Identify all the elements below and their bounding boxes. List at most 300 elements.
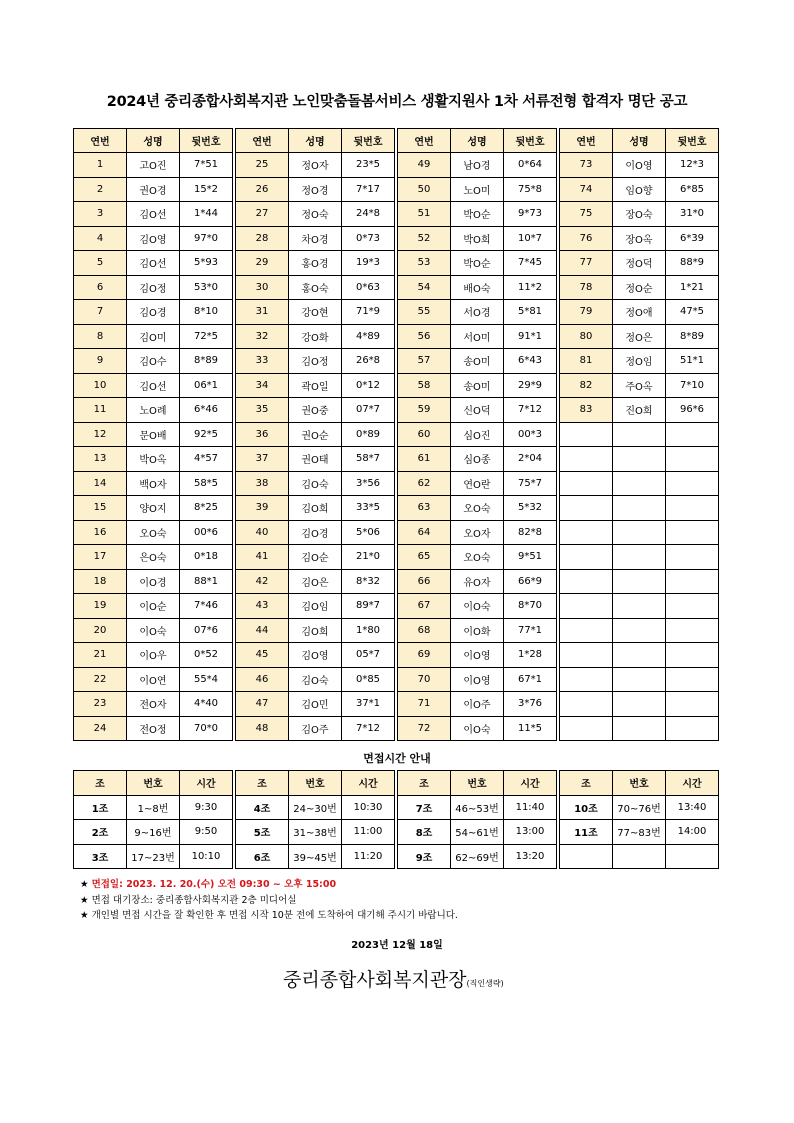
serial-number: 61 — [398, 447, 451, 472]
phone-suffix: 47*5 — [666, 300, 719, 325]
phone-suffix: 0*85 — [342, 667, 395, 692]
notes — [80, 877, 458, 924]
applicant-name — [613, 447, 666, 472]
applicant-name: 전O자 — [127, 692, 180, 717]
applicant-row — [74, 398, 233, 423]
phone-suffix: 05*7 — [342, 643, 395, 668]
applicant-name: 이O숙 — [451, 594, 504, 619]
serial-number: 34 — [236, 373, 289, 398]
applicant-row — [398, 300, 557, 325]
phone-suffix: 91*1 — [504, 324, 557, 349]
applicant-row — [560, 349, 719, 374]
phone-suffix: 7*12 — [504, 398, 557, 423]
applicant-row — [74, 373, 233, 398]
serial-number: 15 — [74, 496, 127, 521]
phone-suffix: 0*73 — [342, 226, 395, 251]
phone-suffix: 4*57 — [180, 447, 233, 472]
applicant-name: 오O숙 — [451, 496, 504, 521]
applicant-name: 김O영 — [289, 643, 342, 668]
interview-time: 9:30 — [180, 795, 233, 820]
group-label: 4조 — [236, 795, 289, 820]
phone-suffix: 8*70 — [504, 594, 557, 619]
phone-suffix — [666, 471, 719, 496]
phone-suffix: 4*89 — [342, 324, 395, 349]
phone-suffix: 0*89 — [342, 422, 395, 447]
phone-suffix: 5*93 — [180, 251, 233, 276]
serial-number: 70 — [398, 667, 451, 692]
serial-number: 77 — [560, 251, 613, 276]
applicant-name — [613, 569, 666, 594]
phone-suffix: 0*63 — [342, 275, 395, 300]
applicant-row — [560, 716, 719, 741]
serial-number: 72 — [398, 716, 451, 741]
phone-suffix: 7*10 — [666, 373, 719, 398]
applicant-name: 정O은 — [613, 324, 666, 349]
phone-suffix: 7*12 — [342, 716, 395, 741]
header-row — [74, 129, 233, 153]
serial-number: 7 — [74, 300, 127, 325]
serial-number — [560, 520, 613, 545]
applicant-row — [560, 226, 719, 251]
applicant-name — [613, 716, 666, 741]
phone-suffix: 8*10 — [180, 300, 233, 325]
applicant-row — [560, 373, 719, 398]
applicant-row — [236, 275, 395, 300]
applicant-row — [560, 324, 719, 349]
applicant-row — [74, 422, 233, 447]
serial-number: 16 — [74, 520, 127, 545]
serial-number: 8 — [74, 324, 127, 349]
phone-suffix: 7*45 — [504, 251, 557, 276]
applicant-name: 박O옥 — [127, 447, 180, 472]
applicant-row — [398, 226, 557, 251]
applicant-row — [74, 226, 233, 251]
applicant-row — [398, 569, 557, 594]
applicant-row — [398, 422, 557, 447]
note-instruction — [80, 908, 458, 924]
serial-number: 49 — [398, 153, 451, 178]
applicant-row — [560, 618, 719, 643]
serial-number — [560, 471, 613, 496]
phone-suffix: 8*32 — [342, 569, 395, 594]
applicant-name: 양O지 — [127, 496, 180, 521]
applicant-name: 이O숙 — [451, 716, 504, 741]
applicant-name: 김O순 — [289, 545, 342, 570]
applicant-name: 고O진 — [127, 153, 180, 178]
column-header: 시간 — [504, 771, 557, 796]
waiting-place-text: 면접 대기장소: 중리종합사회복지관 2층 미디어실 — [91, 894, 297, 906]
applicant-name: 권O태 — [289, 447, 342, 472]
header-row — [74, 771, 233, 796]
applicant-row — [74, 594, 233, 619]
applicant-row — [560, 202, 719, 227]
applicant-row — [236, 398, 395, 423]
serial-number: 68 — [398, 618, 451, 643]
number-range: 39~45번 — [289, 844, 342, 869]
applicant-row — [560, 398, 719, 423]
serial-number: 10 — [74, 373, 127, 398]
applicant-table-4 — [559, 128, 719, 741]
interview-time: 11:00 — [342, 820, 395, 845]
serial-number: 33 — [236, 349, 289, 374]
applicant-row — [560, 692, 719, 717]
column-header: 연번 — [560, 129, 613, 153]
applicant-name: 진O희 — [613, 398, 666, 423]
serial-number: 73 — [560, 153, 613, 178]
group-label: 5조 — [236, 820, 289, 845]
serial-number — [560, 545, 613, 570]
serial-number: 46 — [236, 667, 289, 692]
phone-suffix: 92*5 — [180, 422, 233, 447]
serial-number: 32 — [236, 324, 289, 349]
phone-suffix: 51*1 — [666, 349, 719, 374]
note-interview-date — [80, 877, 458, 893]
applicant-row — [74, 349, 233, 374]
applicant-row — [74, 251, 233, 276]
schedule-row — [74, 795, 233, 820]
interview-date-text: 면접일: 2023. 12. 20.(수) 오전 09:30 ~ 오후 15:00 — [91, 879, 337, 890]
serial-number: 20 — [74, 618, 127, 643]
schedule-row — [560, 820, 719, 845]
serial-number: 11 — [74, 398, 127, 423]
applicant-name: 장O옥 — [613, 226, 666, 251]
applicant-name: 김O선 — [127, 202, 180, 227]
header-row — [236, 771, 395, 796]
serial-number — [560, 643, 613, 668]
applicant-row — [398, 545, 557, 570]
serial-number: 19 — [74, 594, 127, 619]
interview-time: 10:30 — [342, 795, 395, 820]
phone-suffix: 10*7 — [504, 226, 557, 251]
serial-number: 54 — [398, 275, 451, 300]
applicant-name: 박O희 — [451, 226, 504, 251]
applicant-name: 김O미 — [127, 324, 180, 349]
phone-suffix: 1*28 — [504, 643, 557, 668]
column-header: 시간 — [666, 771, 719, 796]
applicant-row — [560, 643, 719, 668]
phone-suffix: 9*51 — [504, 545, 557, 570]
applicant-row — [560, 667, 719, 692]
serial-number: 3 — [74, 202, 127, 227]
applicant-name: 정O숙 — [289, 202, 342, 227]
phone-suffix: 7*17 — [342, 177, 395, 202]
applicant-name: 신O덕 — [451, 398, 504, 423]
schedule-table-2 — [235, 770, 395, 869]
serial-number: 30 — [236, 275, 289, 300]
column-header: 번호 — [127, 771, 180, 796]
phone-suffix: 72*5 — [180, 324, 233, 349]
serial-number: 81 — [560, 349, 613, 374]
applicant-name: 김O희 — [289, 496, 342, 521]
serial-number: 17 — [74, 545, 127, 570]
applicant-row — [560, 447, 719, 472]
phone-suffix: 37*1 — [342, 692, 395, 717]
number-range: 24~30번 — [289, 795, 342, 820]
applicant-row — [74, 520, 233, 545]
serial-number: 41 — [236, 545, 289, 570]
applicant-name: 김O경 — [127, 300, 180, 325]
phone-suffix: 2*04 — [504, 447, 557, 472]
applicant-row — [560, 251, 719, 276]
applicant-name: 홍O경 — [289, 251, 342, 276]
applicant-name: 김O정 — [289, 349, 342, 374]
header-row — [560, 129, 719, 153]
applicant-row — [398, 373, 557, 398]
serial-number: 21 — [74, 643, 127, 668]
column-header: 연번 — [398, 129, 451, 153]
applicant-name: 이O우 — [127, 643, 180, 668]
applicant-name: 노O미 — [451, 177, 504, 202]
applicant-row — [398, 349, 557, 374]
applicant-name: 이O숙 — [127, 618, 180, 643]
column-header: 성명 — [289, 129, 342, 153]
serial-number: 62 — [398, 471, 451, 496]
serial-number: 47 — [236, 692, 289, 717]
applicant-name: 심O진 — [451, 422, 504, 447]
phone-suffix: 9*73 — [504, 202, 557, 227]
serial-number: 29 — [236, 251, 289, 276]
serial-number — [560, 422, 613, 447]
applicant-name — [613, 594, 666, 619]
phone-suffix: 5*06 — [342, 520, 395, 545]
applicant-name: 정O임 — [613, 349, 666, 374]
column-header: 조 — [74, 771, 127, 796]
applicant-name: 오O숙 — [127, 520, 180, 545]
applicant-name: 이O연 — [127, 667, 180, 692]
applicant-table-2 — [235, 128, 395, 741]
applicant-name: 권O경 — [127, 177, 180, 202]
serial-number: 38 — [236, 471, 289, 496]
seal-note: (직인생략) — [466, 979, 504, 988]
phone-suffix: 53*0 — [180, 275, 233, 300]
phone-suffix: 1*80 — [342, 618, 395, 643]
serial-number: 66 — [398, 569, 451, 594]
number-range: 17~23번 — [127, 844, 180, 869]
applicant-row — [236, 471, 395, 496]
number-range: 46~53번 — [451, 795, 504, 820]
applicant-name: 서O경 — [451, 300, 504, 325]
serial-number: 45 — [236, 643, 289, 668]
serial-number: 18 — [74, 569, 127, 594]
applicant-name: 곽O일 — [289, 373, 342, 398]
phone-suffix — [666, 422, 719, 447]
schedule-row — [236, 795, 395, 820]
applicant-name: 이O영 — [451, 667, 504, 692]
star-icon: ★ — [80, 894, 89, 906]
applicant-row — [560, 520, 719, 545]
star-icon: ★ — [80, 879, 89, 890]
applicant-row — [398, 153, 557, 178]
applicant-name: 심O종 — [451, 447, 504, 472]
serial-number: 60 — [398, 422, 451, 447]
number-range — [613, 844, 666, 869]
serial-number: 76 — [560, 226, 613, 251]
phone-suffix: 0*12 — [342, 373, 395, 398]
phone-suffix: 6*43 — [504, 349, 557, 374]
schedule-row — [74, 820, 233, 845]
serial-number: 23 — [74, 692, 127, 717]
serial-number: 36 — [236, 422, 289, 447]
phone-suffix: 89*7 — [342, 594, 395, 619]
applicant-name: 김O주 — [289, 716, 342, 741]
applicant-name: 김O은 — [289, 569, 342, 594]
schedule-table-1 — [73, 770, 233, 869]
star-icon: ★ — [80, 910, 89, 921]
applicant-name: 유O자 — [451, 569, 504, 594]
phone-suffix — [666, 569, 719, 594]
applicant-row — [74, 667, 233, 692]
applicant-row — [560, 422, 719, 447]
applicant-name: 권O순 — [289, 422, 342, 447]
serial-number: 78 — [560, 275, 613, 300]
phone-suffix: 88*9 — [666, 251, 719, 276]
phone-suffix: 96*6 — [666, 398, 719, 423]
serial-number — [560, 569, 613, 594]
applicant-row — [236, 447, 395, 472]
applicant-row — [236, 251, 395, 276]
group-label: 10조 — [560, 795, 613, 820]
group-label: 2조 — [74, 820, 127, 845]
header-row — [398, 771, 557, 796]
column-header: 뒷번호 — [342, 129, 395, 153]
column-header: 시간 — [180, 771, 233, 796]
serial-number: 82 — [560, 373, 613, 398]
interview-time: 9:50 — [180, 820, 233, 845]
serial-number — [560, 496, 613, 521]
applicant-row — [74, 471, 233, 496]
phone-suffix: 97*0 — [180, 226, 233, 251]
phone-suffix — [666, 692, 719, 717]
applicant-row — [398, 716, 557, 741]
phone-suffix — [666, 496, 719, 521]
applicant-row — [74, 153, 233, 178]
phone-suffix: 70*0 — [180, 716, 233, 741]
applicant-row — [236, 569, 395, 594]
phone-suffix — [666, 594, 719, 619]
applicant-row — [236, 153, 395, 178]
serial-number: 71 — [398, 692, 451, 717]
applicant-name: 서O미 — [451, 324, 504, 349]
header-row — [236, 129, 395, 153]
applicant-row — [560, 300, 719, 325]
applicant-name: 이O순 — [127, 594, 180, 619]
applicant-name — [613, 471, 666, 496]
applicant-name: 강O현 — [289, 300, 342, 325]
phone-suffix: 15*2 — [180, 177, 233, 202]
applicant-row — [560, 275, 719, 300]
serial-number: 39 — [236, 496, 289, 521]
column-header: 번호 — [289, 771, 342, 796]
applicant-row — [560, 177, 719, 202]
applicant-name: 노O례 — [127, 398, 180, 423]
phone-suffix: 24*8 — [342, 202, 395, 227]
applicant-row — [74, 618, 233, 643]
schedule-row — [398, 844, 557, 869]
phone-suffix: 26*8 — [342, 349, 395, 374]
column-header: 성명 — [451, 129, 504, 153]
column-header: 조 — [560, 771, 613, 796]
schedule-table-4 — [559, 770, 719, 869]
applicant-row — [236, 226, 395, 251]
applicant-row — [398, 667, 557, 692]
applicant-name: 백O자 — [127, 471, 180, 496]
applicant-name: 홍O숙 — [289, 275, 342, 300]
phone-suffix: 6*85 — [666, 177, 719, 202]
serial-number: 56 — [398, 324, 451, 349]
applicant-row — [236, 349, 395, 374]
serial-number: 67 — [398, 594, 451, 619]
number-range: 77~83번 — [613, 820, 666, 845]
applicant-name: 강O화 — [289, 324, 342, 349]
column-header: 조 — [398, 771, 451, 796]
schedule-row — [398, 795, 557, 820]
applicant-name — [613, 422, 666, 447]
serial-number: 69 — [398, 643, 451, 668]
phone-suffix: 0*18 — [180, 545, 233, 570]
phone-suffix: 06*1 — [180, 373, 233, 398]
serial-number: 51 — [398, 202, 451, 227]
applicant-name: 이O영 — [451, 643, 504, 668]
applicant-name — [613, 667, 666, 692]
phone-suffix — [666, 545, 719, 570]
applicant-name: 장O숙 — [613, 202, 666, 227]
phone-suffix — [666, 643, 719, 668]
applicant-row — [74, 324, 233, 349]
serial-number: 35 — [236, 398, 289, 423]
applicant-row — [398, 251, 557, 276]
group-label: 6조 — [236, 844, 289, 869]
phone-suffix: 1*44 — [180, 202, 233, 227]
phone-suffix: 8*89 — [666, 324, 719, 349]
interview-time: 14:00 — [666, 820, 719, 845]
phone-suffix: 31*0 — [666, 202, 719, 227]
serial-number: 43 — [236, 594, 289, 619]
applicant-row — [236, 324, 395, 349]
interview-time: 13:40 — [666, 795, 719, 820]
applicant-row — [398, 692, 557, 717]
applicant-row — [236, 618, 395, 643]
applicant-name: 김O임 — [289, 594, 342, 619]
schedule-title: 면접시간 안내 — [363, 752, 431, 765]
serial-number: 37 — [236, 447, 289, 472]
applicant-row — [560, 594, 719, 619]
group-label: 3조 — [74, 844, 127, 869]
phone-suffix — [666, 618, 719, 643]
phone-suffix: 0*52 — [180, 643, 233, 668]
phone-suffix: 07*6 — [180, 618, 233, 643]
applicant-name: 박O순 — [451, 251, 504, 276]
applicant-name: 김O경 — [289, 520, 342, 545]
applicant-row — [74, 545, 233, 570]
applicant-name: 송O미 — [451, 373, 504, 398]
phone-suffix: 88*1 — [180, 569, 233, 594]
interview-time: 13:00 — [504, 820, 557, 845]
header-row — [398, 129, 557, 153]
group-label: 11조 — [560, 820, 613, 845]
applicant-row — [236, 520, 395, 545]
applicant-name: 김O숙 — [289, 667, 342, 692]
applicant-name: 이O주 — [451, 692, 504, 717]
applicant-row — [560, 471, 719, 496]
column-header: 조 — [236, 771, 289, 796]
phone-suffix: 33*5 — [342, 496, 395, 521]
applicant-name: 김O정 — [127, 275, 180, 300]
applicant-name: 주O옥 — [613, 373, 666, 398]
applicant-name: 김O영 — [127, 226, 180, 251]
column-header: 번호 — [451, 771, 504, 796]
applicant-name: 권O중 — [289, 398, 342, 423]
applicant-table-3 — [397, 128, 557, 741]
